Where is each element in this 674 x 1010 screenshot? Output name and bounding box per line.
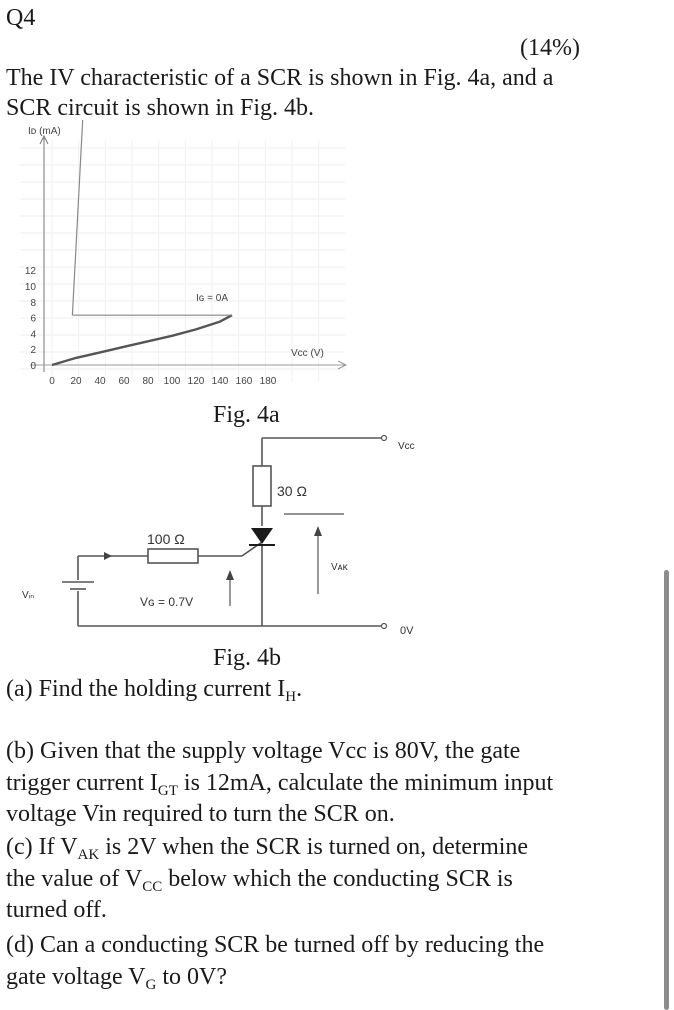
iv-characteristic-chart xyxy=(0,120,360,400)
x-tick-label: 160 xyxy=(235,376,253,387)
intro-line-1: The IV characteristic of a SCR is shown in Fig. 4a, and a xyxy=(6,65,554,91)
x-tick-label: 140 xyxy=(211,376,229,387)
x-tick-label: 80 xyxy=(142,376,154,387)
fig4a-caption: Fig. 4a xyxy=(213,402,280,428)
y-axis-label: Iᴅ (mA) xyxy=(28,126,61,137)
scr-symbol xyxy=(251,528,273,544)
vcc-label: Vcc xyxy=(398,441,415,452)
question-b: (b) Given that the supply voltage Vcc is 80V, the gate trigger current $I_{GT}$ is 12mA, calculate the minimum input voltage Vin required to turn the SCR on. xyxy=(6,738,554,827)
x-axis-label: Vcc (V) xyxy=(291,348,324,359)
vak-arrowhead xyxy=(314,526,322,536)
load-resistor-label: 30 Ω xyxy=(277,483,307,499)
gate-resistor-label: 100 Ω xyxy=(147,531,185,547)
y-tick-label: 4 xyxy=(30,329,36,341)
y-tick-label: 12 xyxy=(24,266,36,278)
scr-circuit-diagram xyxy=(0,428,460,658)
vak-label: Vᴀᴋ xyxy=(331,562,348,573)
marks: (14%) xyxy=(520,35,580,61)
load-resistor xyxy=(253,466,271,506)
intro-line-2: SCR circuit is shown in Fig. 4b. xyxy=(6,95,315,121)
question-a: (a) Find the holding current $I_H$. xyxy=(6,676,303,705)
x-tick-label: 40 xyxy=(94,376,106,387)
x-tick-label: 20 xyxy=(70,376,82,387)
y-tick-label: 2 xyxy=(30,345,36,357)
y-tick-label: 10 xyxy=(24,282,36,293)
ground-terminal xyxy=(382,624,387,629)
y-tick-label: 8 xyxy=(30,297,36,309)
scrollbar[interactable] xyxy=(664,570,669,1010)
question-c: (c) If $V_{AK}$ is 2V when the SCR is turned on, determine the value of $V_{CC}$ below which the conducting SCR is turned off. xyxy=(6,834,529,923)
question-d: (d) Can a conducting SCR be turned off by reducing the gate voltage $V_G$ to 0V? xyxy=(6,932,545,993)
vin-label: Vᵢₙ xyxy=(22,590,35,601)
vg-label: Vɢ = 0.7V xyxy=(140,595,194,609)
x-tick-label: 0 xyxy=(49,376,55,387)
ig-annotation: Iɢ = 0A xyxy=(196,293,228,304)
x-tick-label: 60 xyxy=(118,376,130,387)
gate-resistor xyxy=(148,549,198,563)
vcc-terminal xyxy=(382,436,387,441)
question-number: Q4 xyxy=(6,5,36,31)
x-tick-label: 120 xyxy=(187,376,205,387)
x-tick-label: 100 xyxy=(163,376,181,387)
vg-arrowhead xyxy=(226,570,234,580)
y-tick-label: 6 xyxy=(30,313,36,325)
fig4b-caption: Fig. 4b xyxy=(213,645,282,671)
gate-current-arrow xyxy=(104,552,112,560)
y-tick-label: 0 xyxy=(30,361,36,372)
ground-label: 0V xyxy=(400,625,414,637)
x-tick-label: 180 xyxy=(259,376,277,387)
